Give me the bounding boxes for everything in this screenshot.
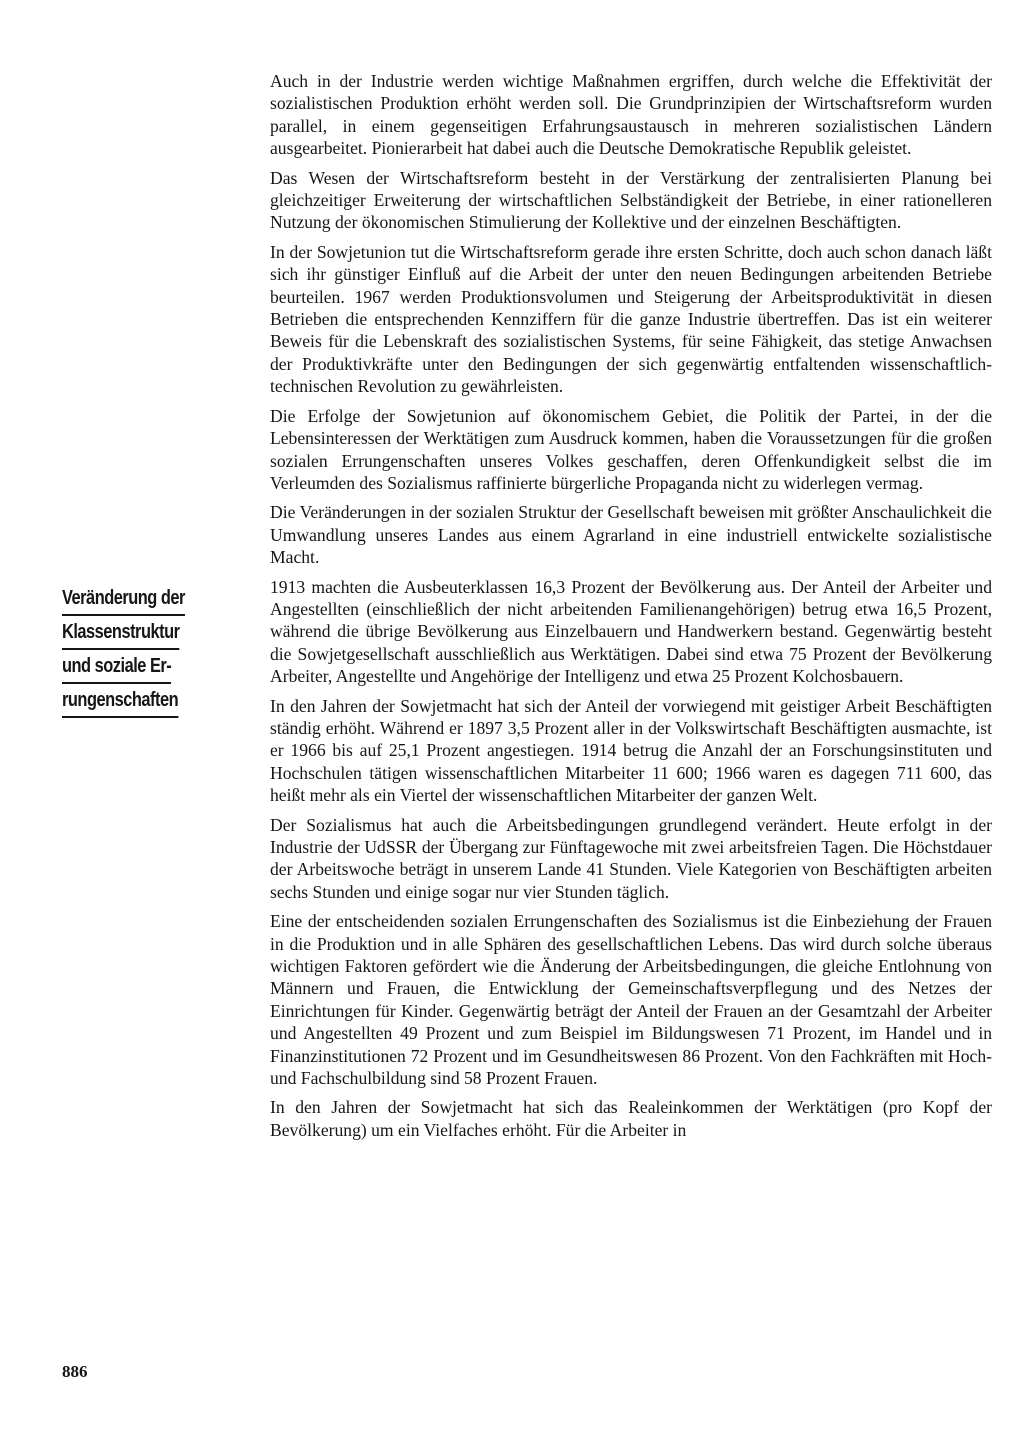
margin-heading-line: Klassenstruktur: [62, 618, 179, 650]
paragraph: Das Wesen der Wirtschaftsreform besteht in der Verstärkung der zentralisierten Planung bei gleichzeitiger Erweiterung der wirtschaftlichen Selbständigkeit der Betriebe, in einer rationelleren Nutzung der ökonomischen Stimulierung der Kollektive und der einzelnen Beschäftigten.: [270, 167, 992, 233]
paragraph: In den Jahren der Sowjetmacht hat sich das Realeinkommen der Werktätigen (pro Kopf der Bevölkerung) um ein Vielfaches erhöht. Für die Arbeiter in: [270, 1097, 992, 1140]
paragraph: In den Jahren der Sowjetmacht hat sich der Anteil der vorwiegend mit geistiger Arbeit Beschäftigten ständig erhöht. Während er 1897 3,5 Prozent aller in der Volkswirtschaft Beschäftigten ausmachte, ist er 1966 bis auf 25,1 Prozent angestiegen. 1914 betrug die Anzahl der an Forschungsinstituten und Hochschulen tätigen wissenschaftlichen Mitarbeiter 11 600; 1966 waren es dagegen 711 600, das heißt mehr als ein Viertel der wissenschaftlichen Mitarbeiter der ganzen Welt.: [270, 695, 992, 806]
paragraph: Der Sozialismus hat auch die Arbeitsbedingungen grundlegend verändert. Heute erfolgt in der Industrie der UdSSR der Übergang zur Fünftagewoche mit zwei arbeitsfreien Tagen. Die Höchstdauer der Arbeitswoche beträgt in unserem Lande 41 Stunden. Viele Kategorien von Beschäftigten arbeiten sechs Stunden und einige sogar nur vier Stunden täglich.: [270, 814, 992, 902]
paragraph: In der Sowjetunion tut die Wirtschaftsreform gerade ihre ersten Schritte, doch auch schon danach läßt sich ihr günstiger Einfluß auf die Arbeit der unter den neuen Bedingungen arbeitenden Betriebe beurteilen. 1967 werden Produktionsvolumen und Steigerung der Arbeitsproduktivität in diesen Betrieben die entsprechenden Kennziffern für die ganze Industrie übertreffen. Das ist ein weiterer Beweis für die Lebenskraft des sozialistischen Systems, für seine Fähigkeit, das stetige Anwachsen der Produktivkräfte unter den Bedingungen der sich gegenwärtig entfaltenden wissenschaftlich-technischen Revolution zu gewährleisten.: [270, 241, 992, 397]
paragraph: Die Veränderungen in der sozialen Struktur der Gesellschaft beweisen mit größter Anschaulichkeit die Umwandlung unseres Landes aus einem Agrarland in eine industriell entwickelte sozialistische Macht.: [270, 502, 992, 568]
margin-heading: [62, 584, 213, 720]
paragraph: Auch in der Industrie werden wichtige Maßnahmen ergriffen, durch welche die Effektivität der sozialistischen Produktion erhöht werden soll. Die Grundprinzipien der Wirtschaftsreform wurden parallel, in einem gegenseitigen Erfahrungsaustausch in mehreren sozialistischen Ländern ausgearbeitet. Pionierarbeit hat dabei auch die Deutsche Demokratische Republik geleistet.: [270, 71, 992, 159]
body-text: [270, 70, 992, 1148]
paragraph: 1913 machten die Ausbeuterklassen 16,3 Prozent der Bevölkerung aus. Der Anteil der Arbeiter und Angestellten (einschließlich der nicht arbeitenden Familienangehörigen) betrug etwa 16,5 Prozent, während die übrige Bevölkerung aus Einzelbauern und Handwerkern bestand. Gegenwärtig besteht die Sowjetgesellschaft ausschließlich aus Werktätigen. Dabei sind etwa 75 Prozent der Bevölkerung Arbeiter, Angestellte und Angehörige der Intelligenz und etwa 25 Prozent Kolchosbauern.: [270, 576, 992, 687]
paragraph: Eine der entscheidenden sozialen Errungenschaften des Sozialismus ist die Einbeziehung der Frauen in die Produktion und in alle Sphären des gesellschaftlichen Lebens. Das wird durch solche überaus wichtigen Faktoren gefördert wie die Änderung der Arbeitsbedingungen, die gleiche Entlohnung von Männern und Frauen, die Entwicklung der Gemeinschaftsverpflegung und des Netzes der Einrichtungen für Kinder. Gegenwärtig beträgt der Anteil der Frauen an der Gesamtzahl der Arbeiter und Angestellten 49 Prozent und zum Beispiel im Bildungswesen 71 Prozent, im Handel und in Finanzinstitutionen 72 Prozent und im Gesundheitswesen 86 Prozent. Von den Fachkräften mit Hoch- und Fachschulbildung sind 58 Prozent Frauen.: [270, 911, 992, 1089]
margin-heading-line: und soziale Er-: [62, 652, 171, 684]
page-number: 886: [62, 1362, 88, 1381]
margin-heading-line: Veränderung der: [62, 584, 185, 616]
paragraph: Die Erfolge der Sowjetunion auf ökonomischem Gebiet, die Politik der Partei, in der die Lebensinteressen der Werktätigen zum Ausdruck kommen, haben die Voraussetzungen für die großen sozialen Errungenschaften unseres Volkes geschaffen, deren Offenkundigkeit selbst die im Verleumden des Sozialismus raffinierte bürgerliche Propaganda nicht zu widerlegen vermag.: [270, 405, 992, 493]
margin-heading-line: rungenschaften: [62, 686, 178, 718]
